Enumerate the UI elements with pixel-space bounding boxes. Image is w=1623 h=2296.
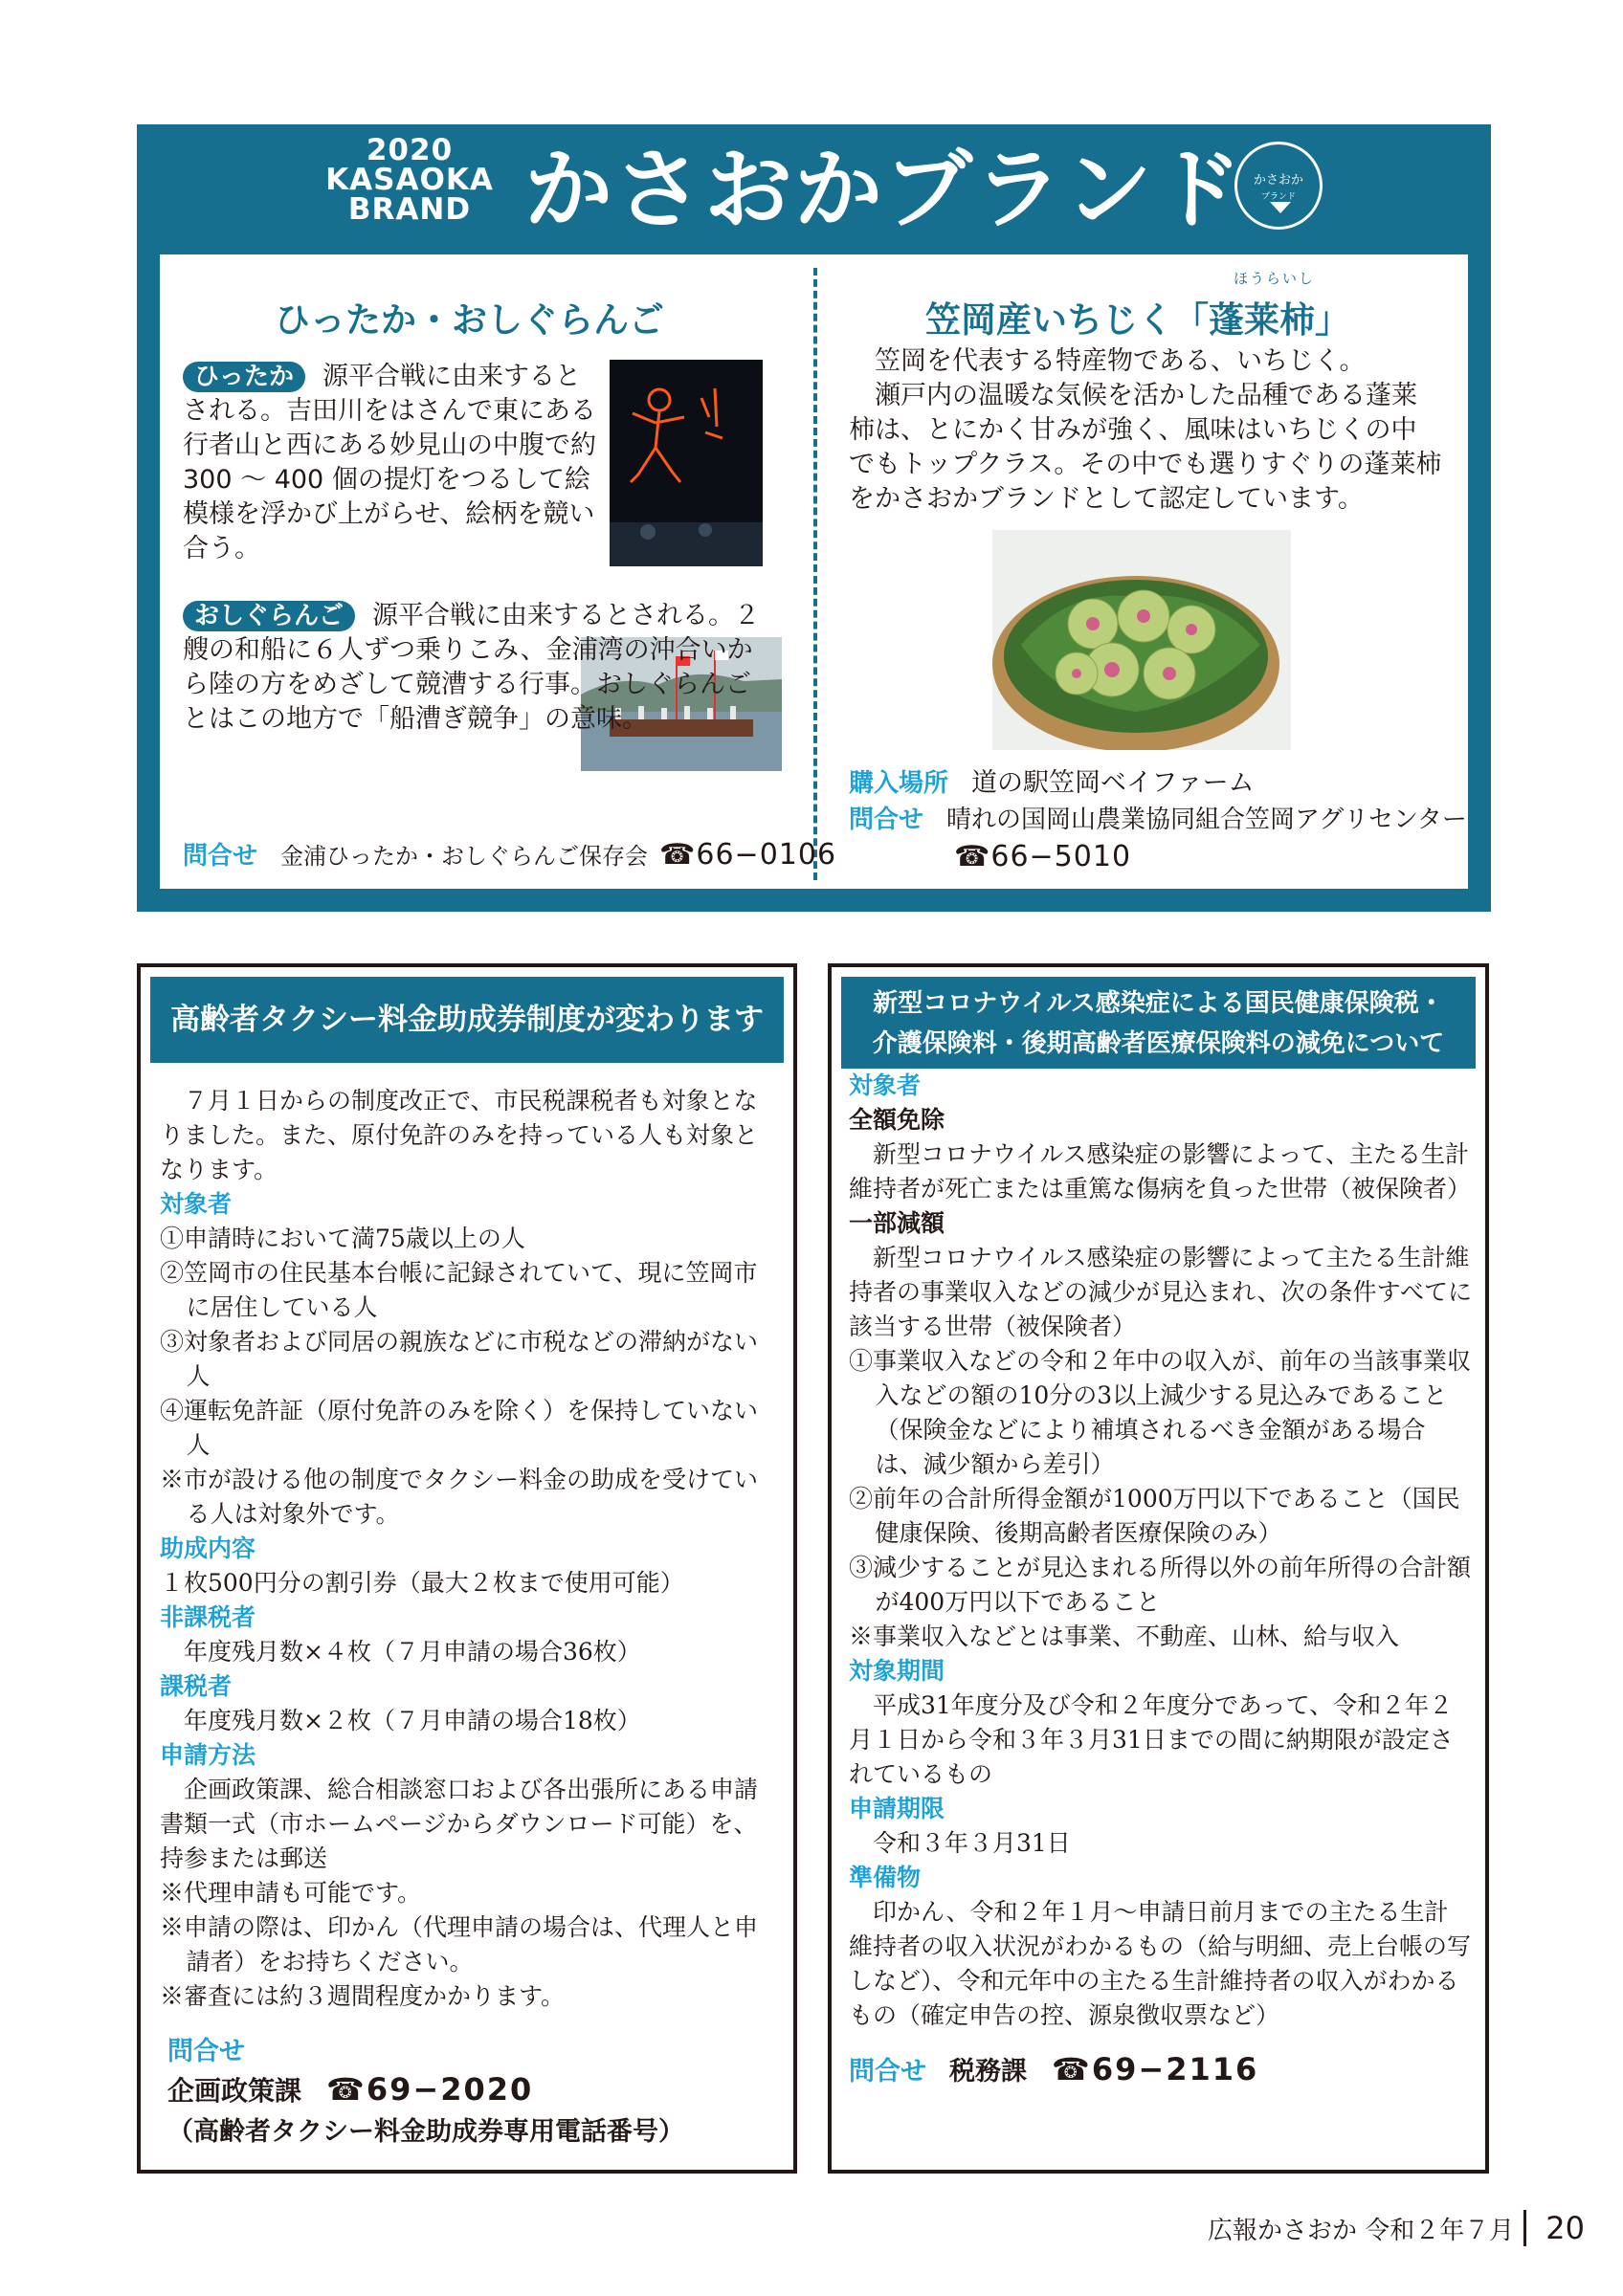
covid-contact-line <box>849 2048 1472 2093</box>
fig-buy-place: 道の駅笠岡ベイファーム <box>971 768 1255 798</box>
taxi-nontax-label: 非課税者 <box>160 1603 256 1631</box>
brand-logo-text1: かさおか <box>1253 173 1303 188</box>
fig-title: 笠岡産いちじく「蓬莱柿」 <box>925 299 1350 341</box>
taxi-tax: 年度残月数×２枚（７月申請の場合18枚） <box>184 1707 641 1734</box>
fig-contact-tel-line <box>954 840 1131 873</box>
brand-logo-text2: ブランド <box>1260 192 1296 202</box>
fig-para1: 笠岡を代表する特産物である、いちじく。 <box>875 346 1366 376</box>
covid-heading-line1: 新型コロナウイルス感染症による国民健康保険税・ <box>873 988 1444 1017</box>
hittaka-contact-org: 金浦ひったか・おしぐらんご保存会 <box>280 843 649 870</box>
oshigurango-text: 源平合戦に由来するとされる。２艘の和船に６人ずつ乗りこみ、金浦湾の沖合いから陸の方をめざして競漕する行事。おしぐらんごとはこの地方で「船漕ぎ競争」の意味。 <box>183 601 761 734</box>
taxi-note-2: ※申請の際は、印かん（代理申請の場合は、代理人と申請者）をお持ちください。 <box>160 1913 759 1976</box>
covid-prep-label: 準備物 <box>849 1864 922 1891</box>
horaishi-ruby: ほうらいし <box>1234 270 1316 287</box>
oshigurango-label: おしぐらんご <box>183 601 355 631</box>
taxi-body <box>141 1063 793 2153</box>
lantern-figure-icon <box>610 360 763 566</box>
fig-para2: 瀬戸内の温暖な気候を活かした品種である蓬莱柿は、とにかく甘みが強く、風味はいちじくの中でもトップクラス。その中でも選りすぐりの蓬莱柿をかさおかブランドとして認定しています。 <box>849 381 1442 514</box>
footer-publication: 広報かさおか 令和２年７月 <box>1208 2217 1515 2245</box>
taxi-subsidy-box <box>137 963 797 2174</box>
taxi-apply: 企画政策課、総合相談窓口および各出張所にある申請書類一式（市ホームページからダウンロード可能）を、持参または郵送 <box>160 1776 759 1872</box>
taxi-nontax: 年度残月数×４枚（７月申請の場合36枚） <box>184 1638 641 1666</box>
covid-heading <box>841 977 1476 1069</box>
covid-contact-tel: ☎69−2116 <box>1052 2051 1259 2087</box>
brand-content-panel <box>160 254 1468 889</box>
taxi-contact-dept: 企画政策課 <box>167 2075 302 2107</box>
taxi-apply-label: 申請方法 <box>160 1741 256 1769</box>
fig-contact-tel: ☎66−5010 <box>954 840 1132 873</box>
taxi-intro: ７月１日からの制度改正で、市民税課税者も対象となりました。また、原付免許のみを持っている人も対象となります。 <box>160 1087 759 1183</box>
covid-full-label: 全額免除 <box>849 1106 945 1134</box>
fig-photo <box>992 530 1291 750</box>
covid-partial-text: 新型コロナウイルス感染症の影響によって主たる生計維持者の事業収入などの減少が見込まれ、次の条件すべてに該当する世帯（被保険者） <box>849 1244 1473 1340</box>
oshigurango-paragraph <box>183 599 776 737</box>
fig-buy-line <box>849 762 1255 799</box>
brand-en-line2: BRAND <box>347 192 472 227</box>
fig-buy-label: 購入場所 <box>849 769 949 798</box>
fig-basket-icon <box>992 530 1291 750</box>
hittaka-contact <box>183 836 836 872</box>
covid-condition-3: ③減少することが見込まれる所得以外の前年所得の合計額が400万円以下であること <box>849 1554 1472 1616</box>
taxi-contact-tel: ☎69−2020 <box>326 2071 534 2108</box>
fig-contact-label: 問合せ <box>849 806 924 834</box>
taxi-target-note: ※市が設ける他の制度でタクシー料金の助成を受けている人は対象外です。 <box>160 1466 759 1528</box>
page-footer <box>1208 2210 1585 2246</box>
logo-triangle-icon <box>1270 202 1291 213</box>
taxi-content-label: 助成内容 <box>160 1534 256 1562</box>
kasaoka-brand-section <box>137 124 1491 912</box>
brand-year-block <box>295 133 524 227</box>
page-number: 20 <box>1523 2210 1585 2246</box>
taxi-contact-line <box>160 2069 780 2111</box>
hittaka-paragraph <box>183 360 604 566</box>
taxi-target-3: ③対象者および同居の親族などに市税などの滞納がない人 <box>160 1328 759 1390</box>
taxi-content: １枚500円分の割引券（最大２枚まで使用可能） <box>160 1569 684 1597</box>
covid-period: 平成31年度分及び令和２年度分であって、令和２年２月１日から令和３年３月31日までの間に納期限が設定されているもの <box>849 1691 1454 1788</box>
covid-condition-2: ②前年の合計所得金額が1000万円以下であること（国民健康保険、後期高齢者医療保険のみ） <box>849 1485 1460 1547</box>
hittaka-label: ひったか <box>183 362 305 392</box>
taxi-contact-note: （高齢者タクシー料金助成券専用電話番号） <box>167 2117 684 2147</box>
taxi-tax-label: 課税者 <box>160 1672 233 1700</box>
covid-condition-1: ①事業収入などの令和２年中の収入が、前年の当該事業収入などの額の10分の3以上減少する見込みであること（保険金などにより補填されるべき金額がある場合は、減少額から差引） <box>849 1347 1472 1478</box>
covid-body <box>832 1069 1485 2093</box>
fig-paragraph <box>849 344 1442 517</box>
fig-contact-line <box>849 800 1467 835</box>
taxi-target-4: ④運転免許証（原付免許のみを除く）を保持していない人 <box>160 1397 759 1459</box>
brand-en-line1: KASAOKA <box>325 163 494 197</box>
dashed-divider <box>813 268 817 880</box>
brand-year: 2020 <box>366 133 454 167</box>
hittaka-contact-label: 問合せ <box>183 842 258 871</box>
covid-contact-dept: 税務課 <box>949 2057 1027 2086</box>
taxi-note-1: ※代理申請も可能です。 <box>160 1879 422 1907</box>
brand-logo <box>1234 142 1323 230</box>
covid-deadline: 令和３年３月31日 <box>873 1829 1071 1857</box>
taxi-heading: 高齢者タクシー料金助成券制度が変わります <box>150 977 784 1063</box>
brand-title: かさおかブランド <box>524 139 1245 241</box>
covid-partial-label: 一部減額 <box>849 1209 945 1237</box>
taxi-note-3: ※審査には約３週間程度かかります。 <box>160 1982 566 2010</box>
covid-full-text: 新型コロナウイルス感染症の影響によって、主たる生計維持者が死亡または重篤な傷病を負った世帯（被保険者） <box>849 1140 1472 1203</box>
lantern-photo <box>610 360 763 566</box>
covid-condition-note: ※事業収入などとは事業、不動産、山林、給与収入 <box>849 1623 1400 1650</box>
covid-target-label: 対象者 <box>849 1071 922 1099</box>
covid-deadline-label: 申請期限 <box>849 1795 945 1822</box>
hittaka-contact-tel: ☎66−0106 <box>659 838 837 872</box>
taxi-contact-label: 問合せ <box>167 2037 245 2066</box>
covid-period-label: 対象期間 <box>849 1657 945 1685</box>
covid-heading-line2: 介護保険料・後期高齢者医療保険料の減免について <box>872 1028 1445 1057</box>
taxi-target-label: 対象者 <box>160 1190 233 1218</box>
covid-prep: 印かん、令和２年１月〜申請日前月までの主たる生計維持者の収入状況がわかるもの（給与明細、売上台帳の写しなど）、令和元年中の主たる生計維持者の収入がわかるもの（確定申告の控、源泉徴収票など） <box>849 1898 1472 2029</box>
fig-contact-org: 晴れの国岡山農業協同組合笠岡アグリセンター <box>946 806 1467 834</box>
taxi-target-1: ①申請時において満75歳以上の人 <box>160 1225 525 1252</box>
taxi-target-2: ②笠岡市の住民基本台帳に記録されていて、現に笠岡市に居住している人 <box>160 1259 758 1321</box>
hittaka-text: 源平合戦に由来するとされる。吉田川をはさんで東にある行者山と西にある妙見山の中腹で約 300 〜 400 個の提灯をつるして絵模様を浮かび上がらせ、絵柄を競い合う。 <box>183 362 596 563</box>
hittaka-title: ひったか・おしぐらんご <box>275 299 664 341</box>
covid-reduction-box <box>828 963 1489 2174</box>
covid-contact-label: 問合せ <box>849 2057 926 2086</box>
